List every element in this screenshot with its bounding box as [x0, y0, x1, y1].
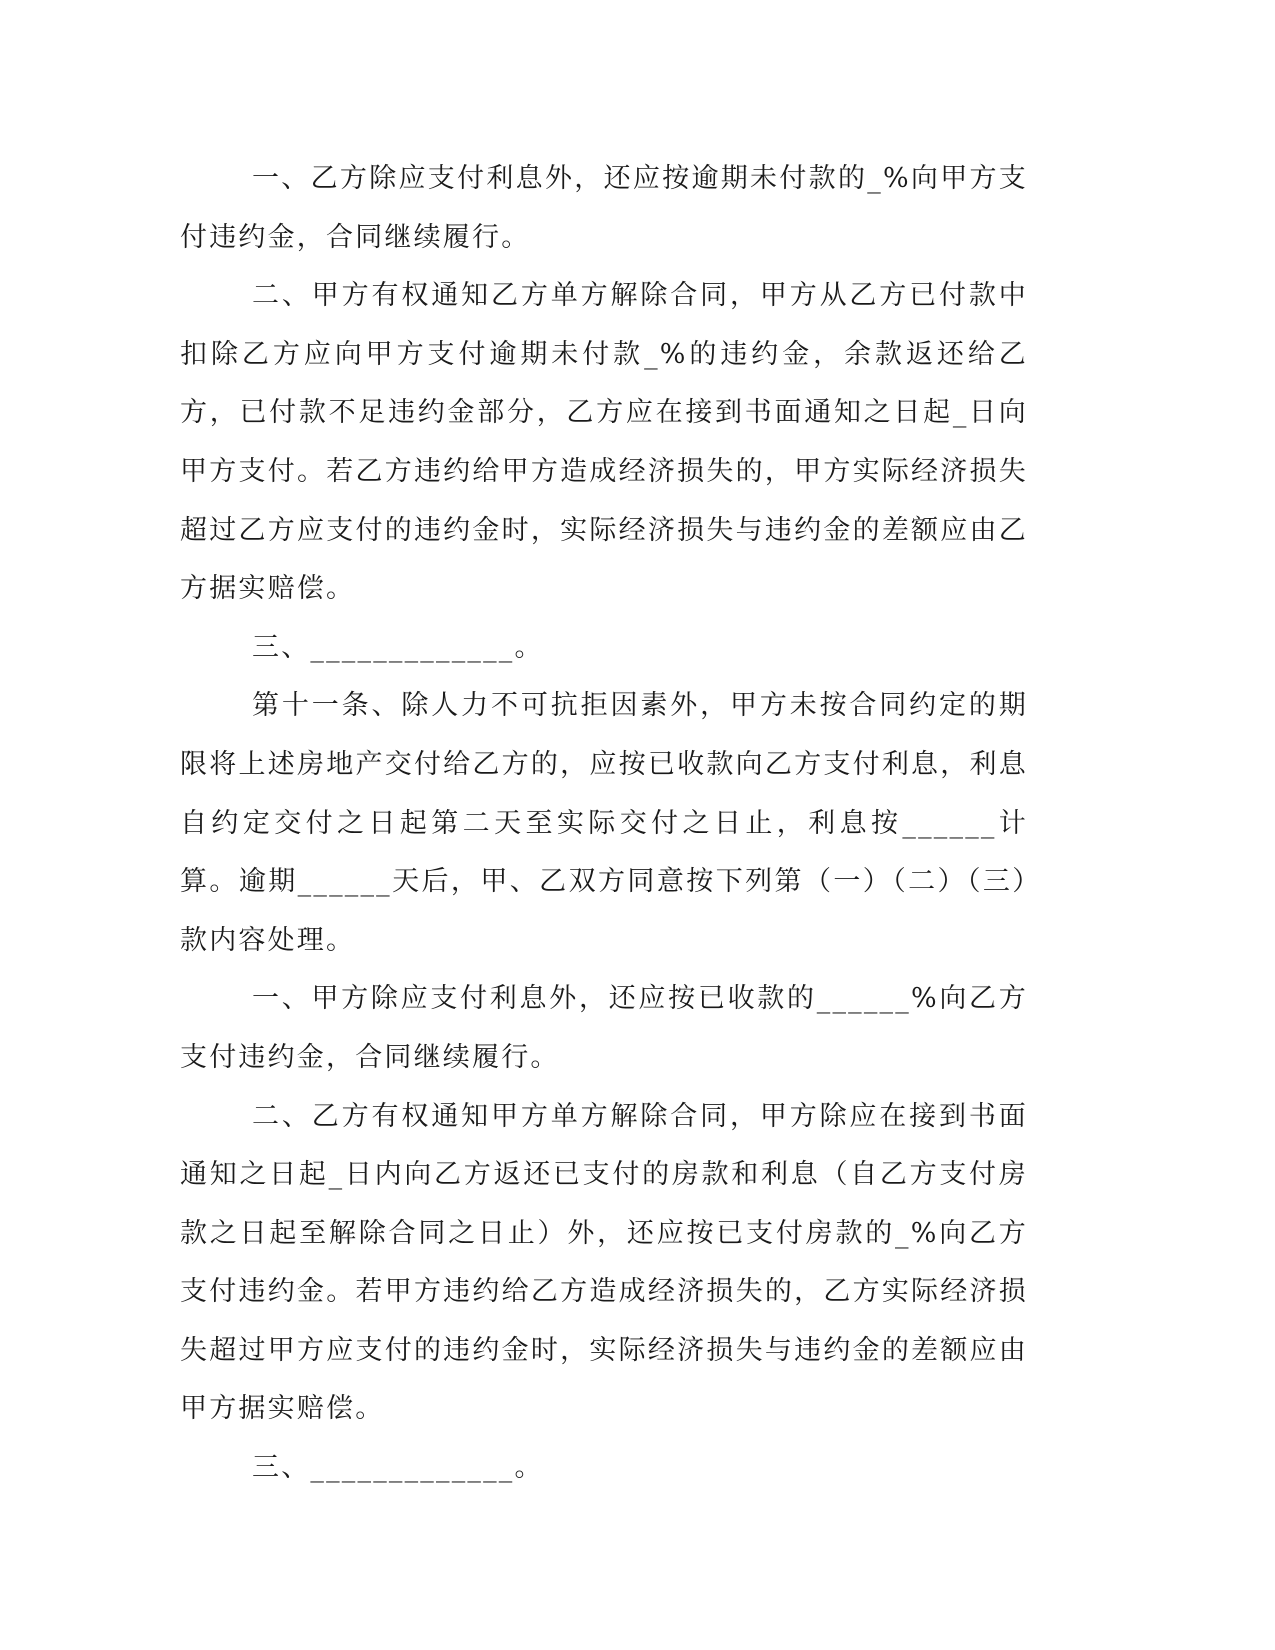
paragraph-clause-2-breach-seller: 二、乙方有权通知甲方单方解除合同，甲方除应在接到书面通知之日起_日内向乙方返还已支付的房款和利息（自乙方支付房款之日起至解除合同之日止）外，还应按已支付房款的_%向乙方支付违约金。若甲方违约给乙方造成经济损失的，乙方实际经济损失超过甲方应支付的违约金时，实际经济损失与违约金的差额应由甲方据实赔偿。 [180, 1100, 1028, 1425]
paragraph-clause-3-blank: 三、_____________。 [252, 631, 544, 663]
paragraph-clause-1-breach-seller: 一、甲方除应支付利息外，还应按已收款的______%向乙方支付违约金，合同继续履行。 [180, 983, 1028, 1073]
paragraph-article-11: 第十一条、除人力不可抗拒因素外，甲方未按合同约定的期限将上述房地产交付给乙方的，应按已收款向乙方支付利息，利息自约定交付之日起第二天至实际交付之日止，利息按______计算。逾期______天后，甲、乙双方同意按下列第（一）（二）（三）款内容处理。 [180, 690, 1028, 956]
paragraph-clause-1-breach-buyer: 一、乙方除应支付利息外，还应按逾期未付款的_%向甲方支付违约金，合同继续履行。 [180, 163, 1028, 253]
paragraph-clause-3-blank-second: 三、_____________。 [252, 1452, 544, 1484]
document-body [180, 150, 1028, 1498]
paragraph-clause-2-breach-buyer: 二、甲方有权通知乙方单方解除合同，甲方从乙方已付款中扣除乙方应向甲方支付逾期未付款_%的违约金，余款返还给乙方，已付款不足违约金部分，乙方应在接到书面通知之日起_日向甲方支付。若乙方违约给甲方造成经济损失的，甲方实际经济损失超过乙方应支付的违约金时，实际经济损失与违约金的差额应由乙方据实赔偿。 [180, 280, 1028, 605]
